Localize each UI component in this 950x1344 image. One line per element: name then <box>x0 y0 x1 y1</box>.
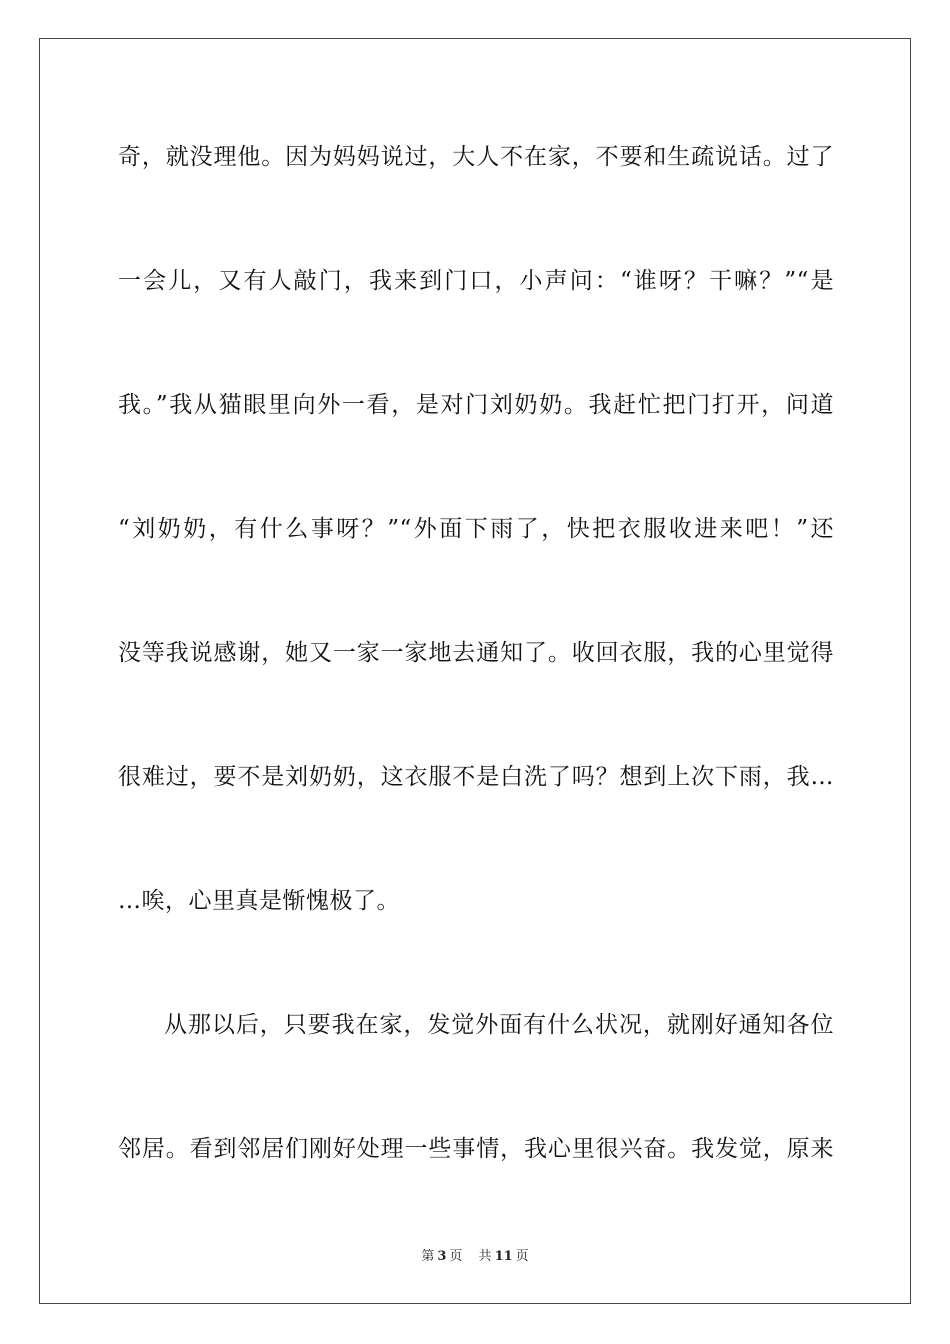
page-number <box>418 1249 465 1264</box>
total-count: 11 <box>494 1249 513 1264</box>
page-footer <box>0 1248 950 1266</box>
text-line-4: “刘奶奶，有什么事呀？”“外面下雨了，快把衣服收进来吧！”还 <box>118 516 834 542</box>
text-line-7: …唉，心里真是惭愧极了。 <box>118 888 400 914</box>
text-line-2: 一会儿，又有人敲门，我来到门口，小声问：“谁呀？干嘛？”“是 <box>118 268 834 294</box>
page-frame <box>39 38 911 1304</box>
text-line-1: 奇，就没理他。因为妈妈说过，大人不在家，不要和生疏说话。过了 <box>118 144 834 170</box>
page-prefix: 第 <box>421 1249 435 1264</box>
total-prefix: 共 <box>478 1249 492 1264</box>
page-unit: 页 <box>449 1249 463 1264</box>
text-line-5: 没等我说感谢，她又一家一家地去通知了。收回衣服，我的心里觉得 <box>118 640 834 666</box>
total-unit: 页 <box>515 1249 529 1264</box>
page-total <box>476 1249 532 1264</box>
page-current: 3 <box>437 1249 447 1264</box>
text-line-9: 邻居。看到邻居们刚好处理一些事情，我心里很兴奋。我发觉，原来 <box>118 1136 834 1162</box>
text-line-3: 我。”我从猫眼里向外一看，是对门刘奶奶。我赶忙把门打开，问道 <box>118 392 834 418</box>
text-line-8: 从那以后，只要我在家，发觉外面有什么状况，就刚好通知各位 <box>164 1012 834 1038</box>
text-line-6: 很难过，要不是刘奶奶，这衣服不是白洗了吗？想到上次下雨，我… <box>118 764 834 790</box>
